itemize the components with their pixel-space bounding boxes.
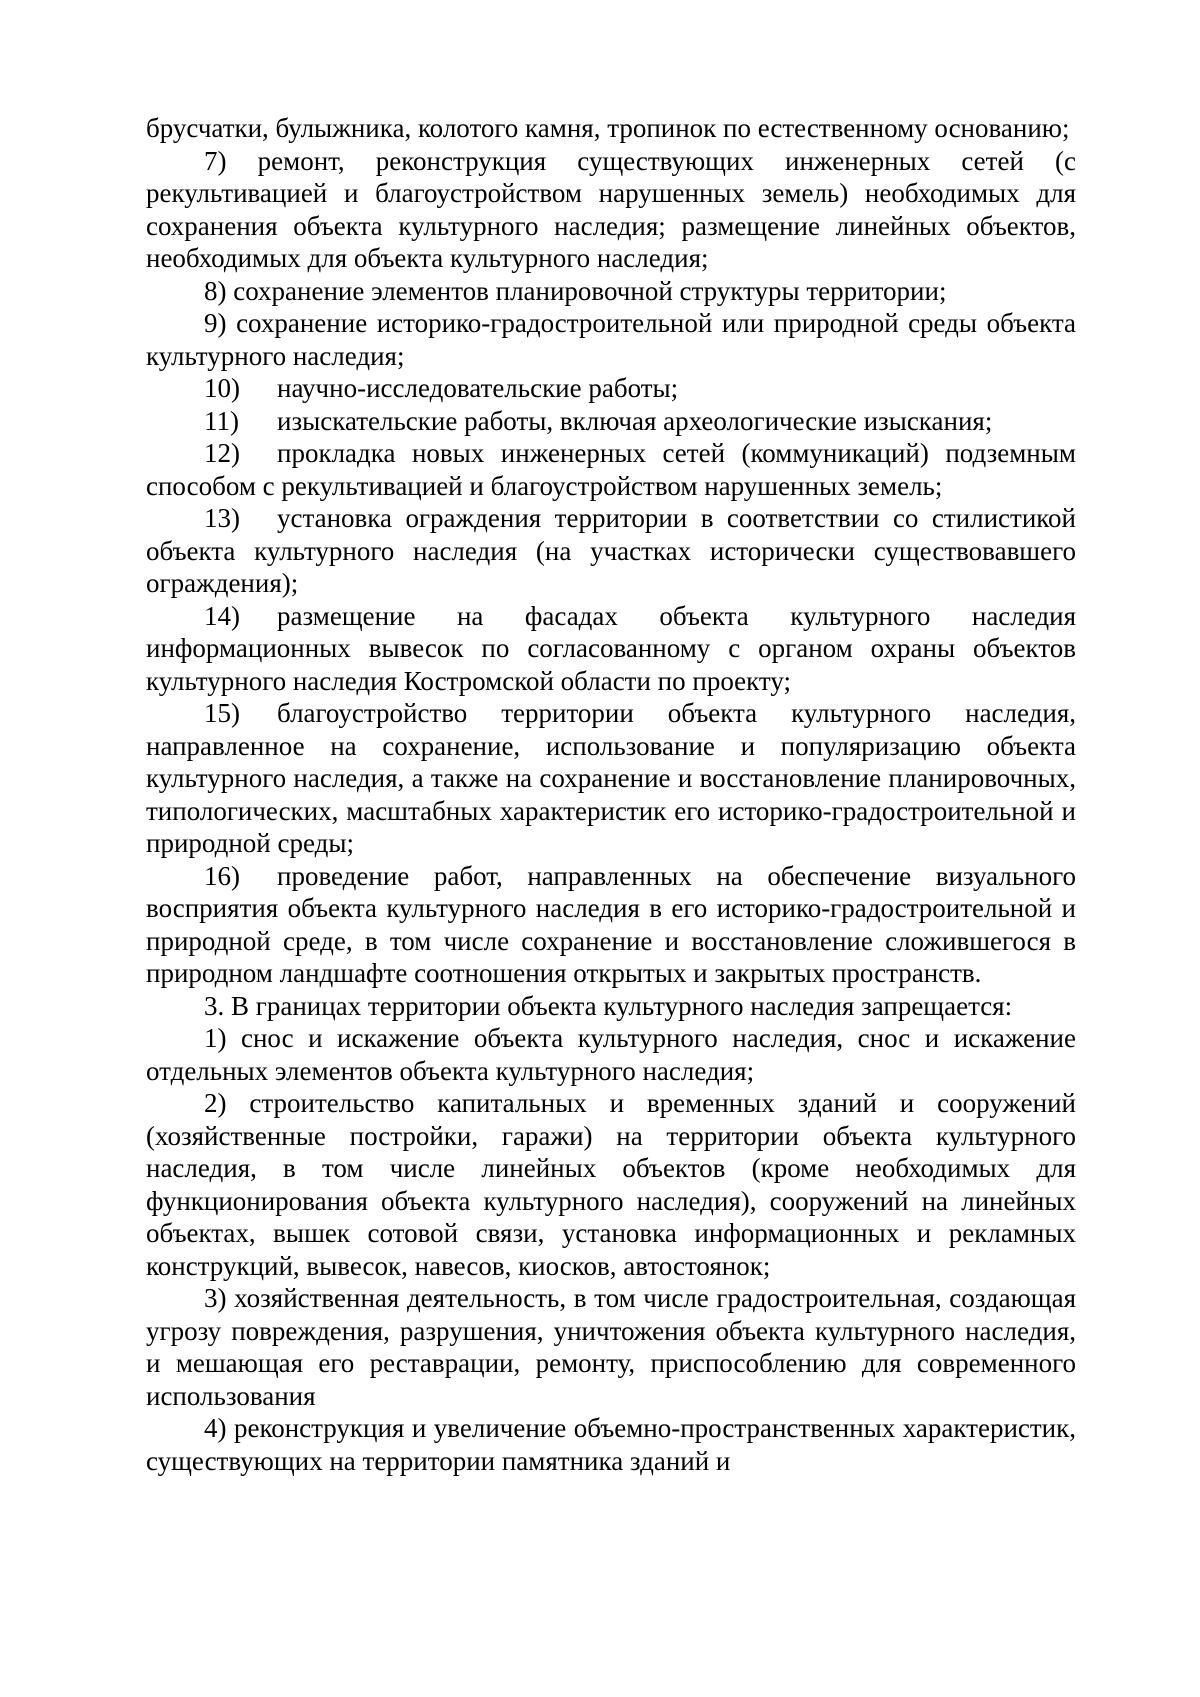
paragraph-text: строительство капитальных и временных зданий и сооружений (хозяйственные постройки, гаражи) на территории объекта культурного наследия, в том числе линейных объектов (кроме необходимых для функционирования объекта культурного наследия), сооружений на линейных объектах, вышек сотовой связи, установка информационных и рекламных конструкций, вывесок, навесов, киосков, автостоянок; [146, 1088, 1076, 1281]
paragraph-text: хозяйственная деятельность, в том числе градостроительная, создающая угрозу повреждения, разрушения, уничтожения объекта культурного наследия, и мешающая его реставрации, ремонту, приспособлению для современного использования [146, 1283, 1076, 1411]
paragraph-text: установка ограждения территории в соответствии со стилистикой объекта культурного наследия (на участках исторически существовавшего ограждения); [146, 503, 1076, 598]
paragraph [146, 437, 1076, 502]
paragraph [146, 145, 1076, 275]
item-number: 12) [204, 438, 240, 468]
item-number: 8) [204, 275, 227, 306]
document-page [146, 112, 1076, 1477]
paragraph-text: сохранение элементов планировочной структуры территории; [233, 275, 947, 306]
paragraph [146, 405, 1076, 438]
item-number: 14) [204, 600, 240, 631]
paragraph-text: изыскательские работы, включая археологические изыскания; [277, 405, 993, 436]
item-number: 7) [204, 145, 227, 176]
paragraph-text: 3. В границах территории объекта культурного наследия запрещается: [204, 990, 1013, 1021]
paragraph-text: снос и искажение объекта культурного наследия, снос и искажение отдельных элементов объекта культурного наследия; [146, 1023, 1076, 1086]
paragraph [146, 1022, 1076, 1087]
paragraph-text: прокладка новых инженерных сетей (коммуникаций) подземным способом с рекультивацией и благоустройством нарушенных земель; [146, 438, 1076, 501]
paragraph-text: реконструкция и увеличение объемно-пространственных характеристик, существующих на территории памятника зданий и [146, 1413, 1076, 1476]
paragraph [146, 372, 1076, 405]
paragraph [146, 990, 1076, 1023]
item-number: 11) [204, 405, 239, 436]
paragraph-text: размещение на фасадах объекта культурного наследия информационных вывесок по согласованному с органом охраны объектов культурного наследия Костромской области по проекту; [146, 600, 1076, 696]
paragraph [146, 275, 1076, 308]
paragraph-text: брусчатки, булыжника, колотого камня, тропинок по естественному основанию; [146, 113, 1070, 143]
item-number: 16) [204, 860, 240, 891]
paragraph [146, 697, 1076, 860]
paragraph [146, 1412, 1076, 1477]
item-number: 4) [204, 1413, 227, 1443]
paragraph [146, 112, 1076, 145]
item-number: 13) [204, 503, 240, 533]
paragraph [146, 860, 1076, 990]
item-number: 10) [204, 373, 240, 403]
item-number: 15) [204, 698, 240, 728]
paragraph [146, 502, 1076, 600]
paragraph-text: проведение работ, направленных на обеспечение визуального восприятия объекта культурного наследия в его историко-градостроительной и природной среде, в том числе сохранение и восстановление сложившегося в природном ландшафте соотношения открытых и закрытых пространств. [146, 860, 1076, 988]
paragraph-text: благоустройство территории объекта культурного наследия, направленное на сохранение, использование и популяризацию объекта культурного наследия, а также на сохранение и восстановление планировочных, типологических, масштабных характеристик его историко-градостроительной и природной среды; [146, 698, 1076, 858]
paragraph [146, 1087, 1076, 1282]
paragraph-text: научно-исследовательские работы; [277, 373, 679, 403]
paragraph-text: сохранение историко-градостроительной или природной среды объекта культурного наследия; [146, 308, 1076, 371]
paragraph [146, 1282, 1076, 1412]
item-number: 9) [204, 308, 227, 338]
paragraph [146, 600, 1076, 698]
item-number: 2) [204, 1088, 227, 1118]
paragraph [146, 307, 1076, 372]
item-number: 3) [204, 1283, 227, 1313]
item-number: 1) [204, 1023, 227, 1053]
paragraph-text: ремонт, реконструкция существующих инженерных сетей (с рекультивацией и благоустройством нарушенных земель) необходимых для сохранения объекта культурного наследия; размещение линейных объектов, необходимых для объекта культурного наследия; [146, 145, 1077, 273]
